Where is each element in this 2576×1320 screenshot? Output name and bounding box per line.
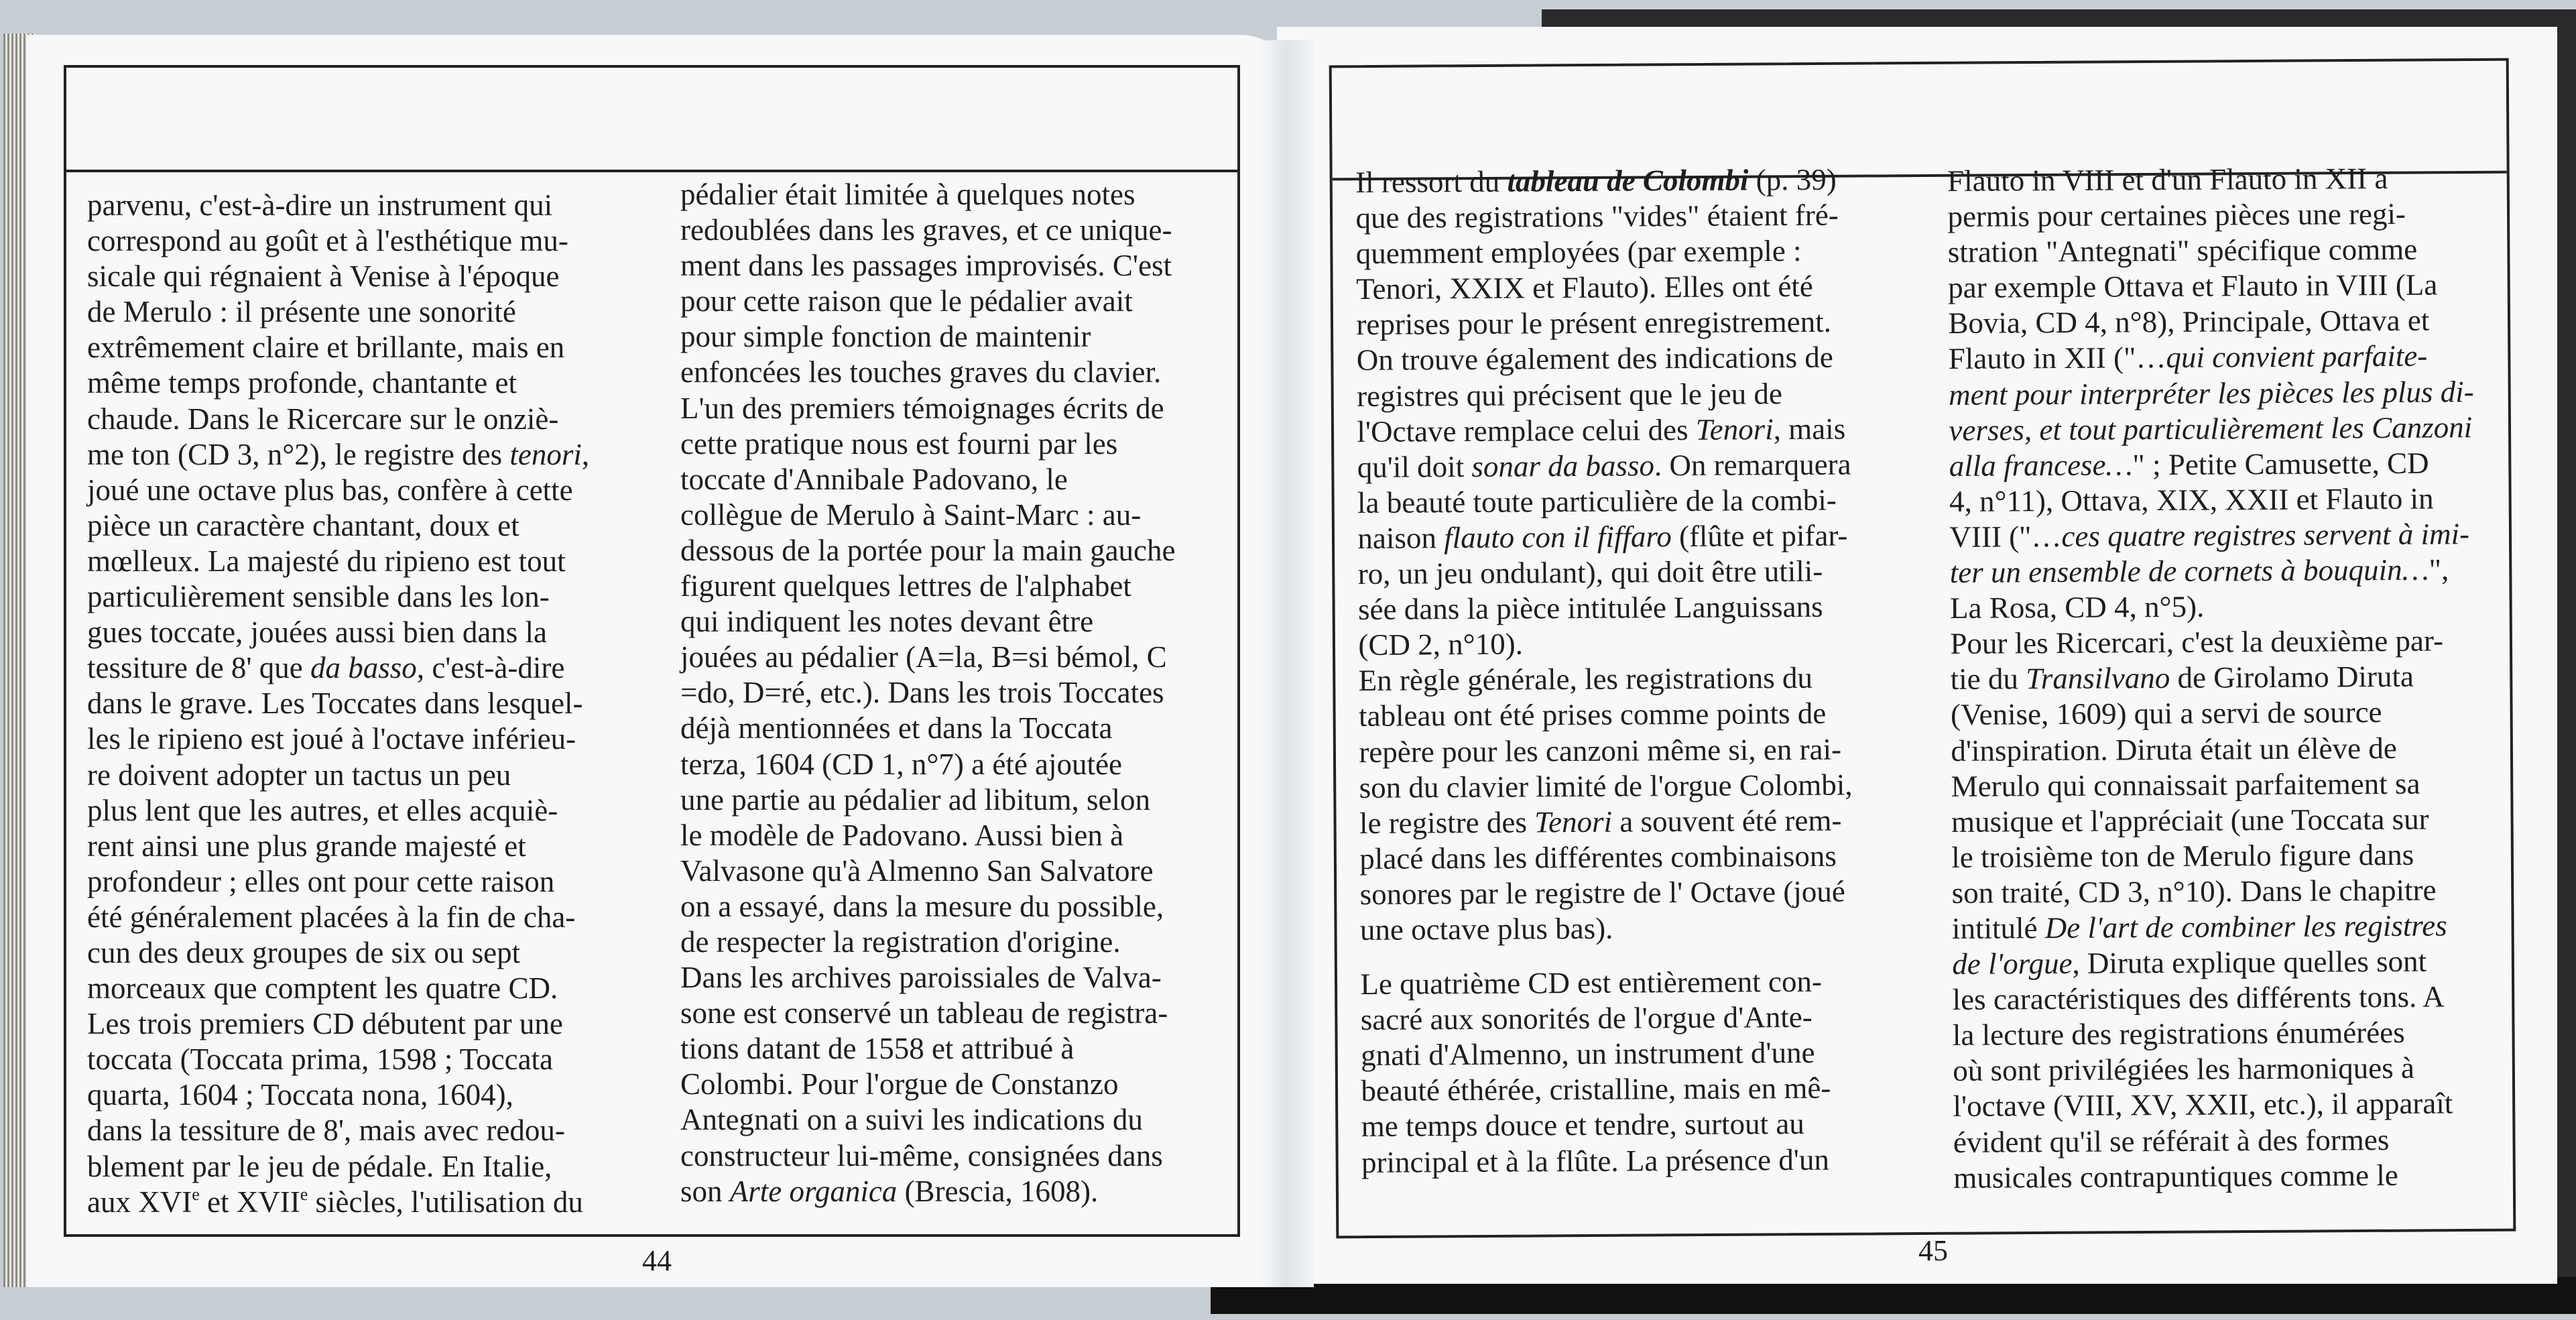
text-line (1355, 162, 1849, 200)
text-column-1 (87, 188, 589, 1220)
text-line: d'inspiration. Diruta était un élève de (1951, 731, 2397, 768)
text-line: L'un des premiers témoignages écrits de (680, 391, 1164, 425)
text-line: Merulo qui connaissait parfaitement sa (1951, 766, 2420, 803)
text-segment: de Girolamo Diruta (2170, 660, 2414, 695)
emphasis-text: tableau de Colombi (1507, 163, 1749, 198)
text-line: stration "Antegnati" spécifique comme (1947, 232, 2418, 269)
text-segment: (flûte et pifar- (1671, 518, 1848, 554)
book-gutter (1260, 40, 1314, 1287)
text-line: de respecter la registration d'origine. (680, 924, 1121, 959)
text-line (87, 1185, 589, 1220)
text-line: Le quatrième CD est entièrement con- (1360, 964, 1823, 1002)
text-line (1949, 445, 2475, 484)
text-segment: VIII ("… (1949, 519, 2062, 554)
text-line: sonores par le registre de l' Octave (joué (1359, 874, 1845, 911)
text-column-4 (1947, 160, 2479, 1195)
text-line (680, 1174, 1176, 1209)
text-segment: siècles, l'utilisation du (308, 1185, 583, 1219)
text-line: son du clavier limité de l'orgue Colombi, (1359, 768, 1853, 804)
text-line: re doivent adopter un tactus un peu (87, 758, 511, 792)
text-line: les le ripieno est joué à l'octave inférieu- (87, 722, 576, 756)
text-line (87, 437, 589, 473)
text-line: musicales contrapuntiques comme le (1953, 1158, 2398, 1195)
text-line: cette pratique nous est fourni par les (680, 426, 1118, 461)
text-line: enfoncées les touches graves du clavier. (680, 355, 1162, 389)
text-line: pièce un caractère chantant, doux et (87, 508, 519, 542)
text-line: 4, n°11), Ottava, XIX, XXII et Flauto in (1949, 481, 2434, 518)
text-line: Tenori, XXIX et Flauto). Elles ont été (1355, 269, 1813, 306)
text-line: sacré aux sonorités de l'orgue d'Ante- (1360, 1000, 1813, 1037)
text-line: gues toccate, jouées aussi bien dans la (87, 615, 548, 650)
text-line: (CD 2, n°10). (1358, 627, 1524, 662)
text-line: rent ainsi une plus grande majesté et (87, 829, 526, 863)
text-segment: , (581, 437, 590, 471)
text-line (1949, 410, 2474, 448)
text-line: particulièrement sensible dans les lon- (87, 580, 550, 614)
text-line: musique et l'appréciait (une Toccata sur (1951, 802, 2429, 839)
text-line: la beauté toute particulière de la combi- (1357, 483, 1837, 520)
text-line: repère pour les canzoni même si, en rai- (1359, 732, 1842, 769)
text-line (1949, 516, 2475, 555)
text-segment: l'Octave remplace celui des (1357, 412, 1696, 448)
emphasis-text: verses, et tout particulièrement les Canzoni (1949, 410, 2473, 447)
text-line: par exemple Ottava et Flauto in VIII (La (1947, 267, 2438, 305)
emphasis-text: Transilvano (2026, 661, 2170, 696)
text-segment: . On remarquera (1654, 447, 1851, 483)
text-line: Antegnati on a suivi les indications du (680, 1103, 1143, 1137)
text-line: collègue de Merulo à Saint-Marc : au- (680, 497, 1142, 532)
text-segment: qu'il doit (1357, 449, 1472, 484)
text-segment: et XVII (199, 1185, 300, 1219)
text-line: me temps douce et tendre, surtout au (1361, 1107, 1804, 1144)
text-segment: son (680, 1174, 730, 1208)
text-line: correspond au goût et à l'esthétique mu- (87, 224, 568, 258)
text-segment: , mais (1773, 412, 1846, 446)
text-line: tions datant de 1558 et attribué à (680, 1032, 1075, 1066)
text-line (1949, 374, 2474, 413)
text-segment: , c'est-à-dire (416, 651, 565, 685)
superscript: e (300, 1184, 308, 1204)
text-line: dans la tessiture de 8', mais avec redou- (87, 1114, 565, 1148)
text-line: tableau ont été prises comme points de (1358, 697, 1827, 733)
emphasis-text: tenori (509, 437, 582, 471)
header-divider (66, 170, 1237, 172)
text-line: sée dans la pièce intitulée Languissans (1357, 589, 1823, 627)
text-segment: aux XVI (87, 1185, 192, 1219)
text-line: déjà mentionnées et dans la Toccata (680, 711, 1113, 745)
text-line (1949, 339, 2474, 377)
text-segment: naison (1357, 521, 1445, 555)
emphasis-text: alla francese… (1949, 448, 2133, 483)
superscript: e (192, 1184, 200, 1204)
text-segment: me ton (CD 3, n°2), le registre des (87, 437, 510, 471)
text-line: mœlleux. La majesté du ripieno est tout (87, 544, 566, 578)
text-line (1952, 943, 2477, 982)
emphasis-text: sonar da basso (1471, 448, 1655, 483)
text-line: principal et à la flûte. La présence d'un (1361, 1142, 1830, 1179)
text-line: pédalier était limitée à quelques notes (680, 178, 1136, 211)
text-segment: (Brescia, 1608). (897, 1174, 1099, 1208)
text-segment: le registre des (1359, 805, 1535, 840)
text-line: Colombi. Pour l'orgue de Constanzo (680, 1067, 1119, 1101)
text-line: ment dans les passages improvisés. C'est (680, 249, 1172, 283)
text-line: (Venise, 1609) qui a servi de source (1950, 695, 2382, 732)
text-line: Les trois premiers CD débutent par une (87, 1007, 563, 1041)
text-column-2 (680, 177, 1176, 1209)
text-line: Valvasone qu'à Almenno San Salvatore (680, 853, 1154, 888)
text-line: dessous de la portée pour la main gauche (680, 533, 1176, 567)
text-segment: tie du (1950, 662, 2026, 697)
text-segment: , Diruta explique quelles sont (2072, 944, 2427, 980)
text-line (1357, 518, 1851, 556)
emphasis-text: Tenori (1534, 804, 1613, 839)
text-line: permis pour certaines pièces une regi- (1947, 196, 2406, 234)
text-line: parvenu, c'est-à-dire un instrument qui (87, 188, 553, 222)
text-line (1951, 659, 2476, 698)
emphasis-text: de l'orgue (1952, 946, 2073, 981)
text-line: on a essayé, dans la mesure du possible, (680, 889, 1164, 923)
text-line: jouées au pédalier (A=la, B=si bémol, C (680, 640, 1167, 674)
text-line: quemment employées (par exemple : (1355, 234, 1802, 271)
text-line: les caractéristiques des différents tons. A (1952, 979, 2445, 1017)
text-line: En règle générale, les registrations du (1358, 661, 1813, 698)
text-segment: Il ressort du (1355, 164, 1508, 199)
text-segment: a souvent été rem- (1611, 803, 1842, 839)
emphasis-text: De l'art de combiner les registres (2044, 908, 2447, 945)
text-segment: Flauto in XII ("… (1948, 341, 2166, 376)
text-line: sicale qui régnaient à Venise à l'époque (87, 259, 560, 294)
text-line: terza, 1604 (CD 1, n°7) a été ajoutée (680, 747, 1122, 781)
text-line: On trouve également des indications de (1356, 341, 1833, 377)
text-line: même temps profonde, chantante et (87, 366, 517, 400)
text-line: qui indiquent les notes devant être (680, 605, 1094, 639)
text-line: de Merulo : il présente une sonorité (87, 295, 516, 329)
text-line: été généralement placées à la fin de cha- (87, 900, 576, 934)
text-line: sone est conservé un tableau de registra- (680, 996, 1168, 1030)
text-line: l'octave (VIII, XV, XXII, etc.), il apparaît (1953, 1086, 2453, 1124)
text-line (87, 650, 589, 686)
text-line: ro, un jeu ondulant), qui doit être utili- (1357, 554, 1823, 591)
page-number-right: 45 (1918, 1234, 1948, 1267)
text-line: profondeur ; elles ont pour cette raison (87, 864, 555, 898)
text-line: une octave plus bas). (1359, 911, 1613, 947)
text-segment: (p. 39) (1748, 162, 1837, 197)
text-line: registres qui précisent que le jeu de (1356, 376, 1783, 413)
text-line: que des registrations "vides" étaient fré- (1355, 198, 1839, 235)
text-segment: tessiture de 8' que (87, 651, 311, 685)
emphasis-text: da basso (310, 651, 417, 685)
text-line: blement par le jeu de pédale. En Italie, (87, 1149, 552, 1183)
text-line: la lecture des registrations énumérées (1952, 1016, 2405, 1053)
text-line: figurent quelques lettres de l'alphabet (680, 569, 1131, 603)
text-line: La Rosa, CD 4, n°5). (1949, 589, 2205, 625)
text-line: gnati d'Almenno, un instrument d'une (1360, 1036, 1815, 1073)
text-line: redoublées dans les graves, et ce unique- (680, 213, 1172, 247)
text-line: Dans les archives paroissiales de Valva- (680, 961, 1162, 995)
text-line: cun des deux groupes de six ou sept (87, 935, 521, 969)
text-line: pour simple fonction de maintenir (680, 320, 1091, 354)
emphasis-text: flauto con il fiffaro (1443, 520, 1672, 555)
text-line: le troisième ton de Merulo figure dans (1951, 837, 2414, 874)
text-line (1357, 446, 1851, 485)
text-line: Flauto in VIII et d'un Flauto in XII a (1947, 161, 2388, 198)
text-line (1952, 908, 2477, 947)
text-line: où sont privilégiées les harmoniques à (1953, 1051, 2415, 1088)
text-line: pour cette raison que le pédalier avait (680, 284, 1133, 318)
text-segment: " ; Petite Camusette, CD (2132, 446, 2429, 482)
text-line: constructeur lui-même, consignées dans (680, 1138, 1163, 1173)
text-line: son traité, CD 3, n°10). Dans le chapitre (1951, 873, 2437, 910)
text-line: =do, D=ré, etc.). Dans les trois Toccates (680, 676, 1164, 710)
emphasis-text: qui convient parfaite- (2166, 339, 2428, 375)
emphasis-text: Tenori (1695, 412, 1774, 446)
text-line: quarta, 1604 ; Toccata nona, 1604), (87, 1078, 513, 1112)
emphasis-text: ter un ensemble de cornets à bouquin… (1949, 552, 2429, 590)
text-line: Pour les Ricercari, c'est la deuxième par- (1950, 623, 2444, 661)
text-line (1950, 552, 2475, 591)
text-line: Bovia, CD 4, n°8), Principale, Ottava et (1948, 303, 2430, 341)
text-line: une partie au pédalier ad libitum, selon (680, 782, 1151, 817)
text-line: toccata (Toccata prima, 1598 ; Toccata (87, 1042, 554, 1077)
text-line: reprises pour le présent enregistrement. (1356, 305, 1832, 342)
text-line: beauté éthérée, cristalline, mais en mê- (1361, 1071, 1831, 1108)
text-line: placé dans les différentes combinaisons (1359, 839, 1837, 876)
text-line (1359, 802, 1853, 841)
text-line: le modèle de Padovano. Aussi bien à (680, 818, 1124, 852)
text-line: dans le grave. Les Toccates dans lesquel- (87, 686, 583, 721)
text-line: morceaux que comptent les quatre CD. (87, 971, 558, 1006)
emphasis-text: ces quatre registres servent à imi- (2061, 517, 2470, 553)
text-line: extrêmement claire et brillante, mais en (87, 331, 565, 365)
emphasis-text: ment pour interpréter les pièces les plus di- (1948, 374, 2474, 412)
text-line (1357, 411, 1851, 450)
emphasis-text: Arte organica (729, 1174, 898, 1208)
text-segment: ", (2429, 552, 2449, 587)
text-segment: intitulé (1951, 911, 2045, 945)
page-number-left: 44 (642, 1244, 672, 1277)
text-line: joué une octave plus bas, confère à cette (87, 473, 573, 507)
text-column-3 (1355, 162, 1855, 1180)
text-line: toccate d'Annibale Padovano, le (680, 462, 1068, 496)
text-line: évident qu'il se référait à des formes (1953, 1122, 2390, 1159)
text-line: chaude. Dans le Ricercare sur le onziè- (87, 402, 559, 436)
text-line: plus lent que les autres, et elles acquiè- (87, 793, 558, 827)
